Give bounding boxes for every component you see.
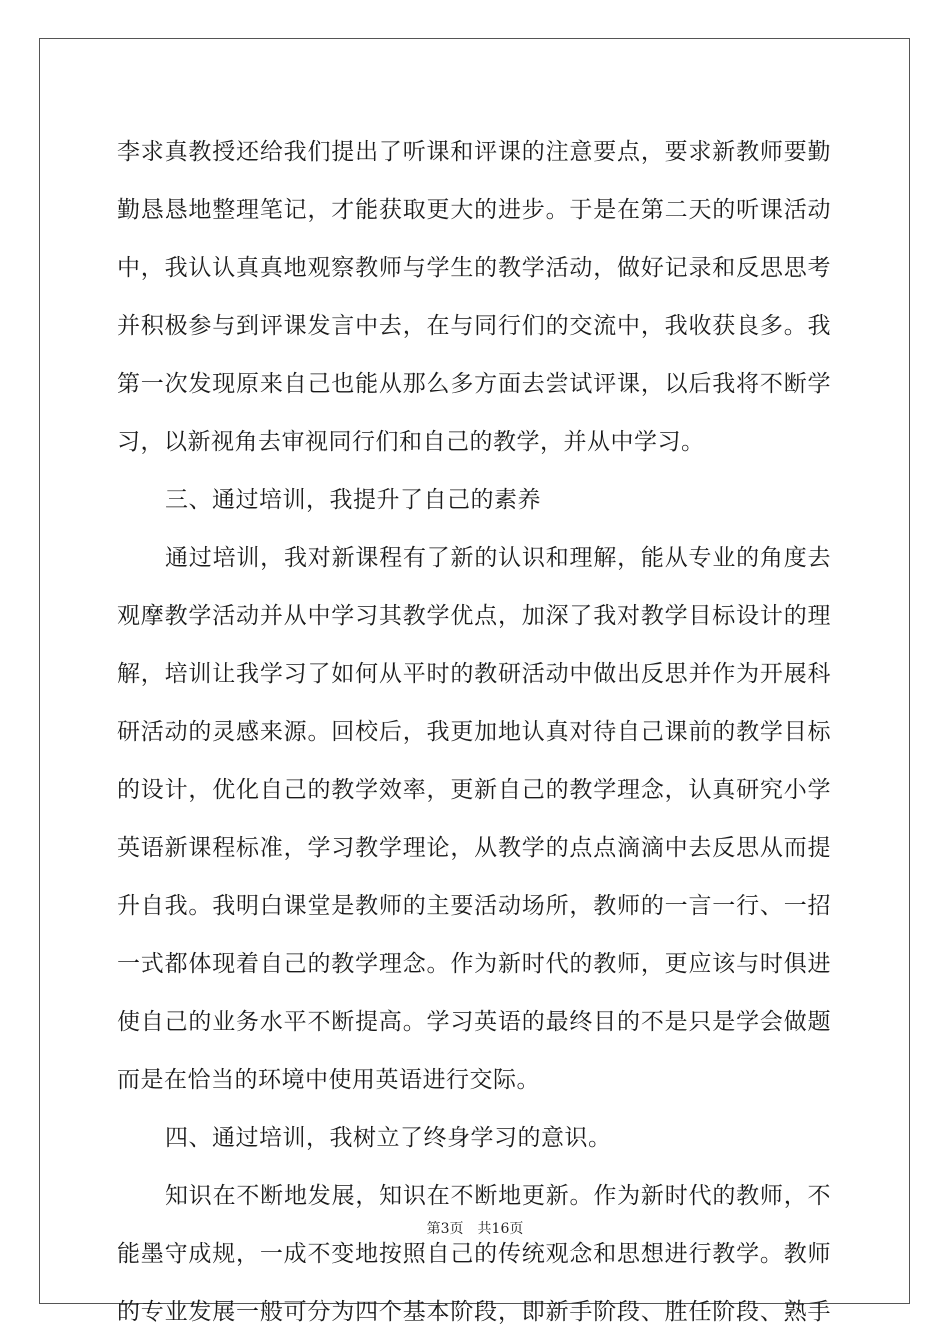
text-line: 使自己的业务水平不断提高。学习英语的最终目的不是只是学会做题 [117,1009,831,1035]
text-line: 能墨守成规，一成不变地按照自己的传统观念和思想进行教学。教师 [117,1241,831,1267]
text-line: 的专业发展一般可分为四个基本阶段，即新手阶段、胜任阶段、熟手 [117,1299,831,1325]
text-line: 并积极参与到评课发言中去，在与同行们的交流中，我收获良多。我 [117,313,831,339]
text-line: 第一次发现原来自己也能从那么多方面去尝试评课，以后我将不断学 [117,371,831,397]
section-heading: 三、通过培训，我提升了自己的素养 [165,487,541,513]
text-line: 通过培训，我对新课程有了新的认识和理解，能从专业的角度去 [165,545,831,571]
text-line: 研活动的灵感来源。回校后，我更加地认真对待自己课前的教学目标 [117,719,831,745]
text-line: 中，我认认真真地观察教师与学生的教学活动，做好记录和反思思考 [117,255,831,281]
text-line: 勤恳恳地整理笔记，才能获取更大的进步。于是在第二天的听课活动 [117,197,831,223]
document-body [117,123,831,1341]
text-line: 观摩教学活动并从中学习其教学优点，加深了我对教学目标设计的理 [117,603,831,629]
text-line: 的设计，优化自己的教学效率，更新自己的教学理念，认真研究小学 [117,777,831,803]
text-line: 习，以新视角去审视同行们和自己的教学，并从中学习。 [117,429,705,455]
text-line: 一式都体现着自己的教学理念。作为新时代的教师，更应该与时俱进 [117,951,831,977]
text-line: 而是在恰当的环境中使用英语进行交际。 [117,1067,540,1093]
text-line: 升自我。我明白课堂是教师的主要活动场所，教师的一言一行、一招 [117,893,831,919]
page-footer [0,1218,950,1238]
page-number: 第3页 [426,1221,464,1237]
text-line: 解，培训让我学习了如何从平时的教研活动中做出反思并作为开展科 [117,661,831,687]
page-total: 共16页 [477,1221,524,1237]
text-line: 英语新课程标准，学习教学理论，从教学的点点滴滴中去反思从而提 [117,835,831,861]
section-heading: 四、通过培训，我树立了终身学习的意识。 [165,1125,612,1151]
text-line: 知识在不断地发展，知识在不断地更新。作为新时代的教师，不 [165,1183,831,1209]
text-line: 李求真教授还给我们提出了听课和评课的注意要点，要求新教师要勤 [117,139,831,165]
